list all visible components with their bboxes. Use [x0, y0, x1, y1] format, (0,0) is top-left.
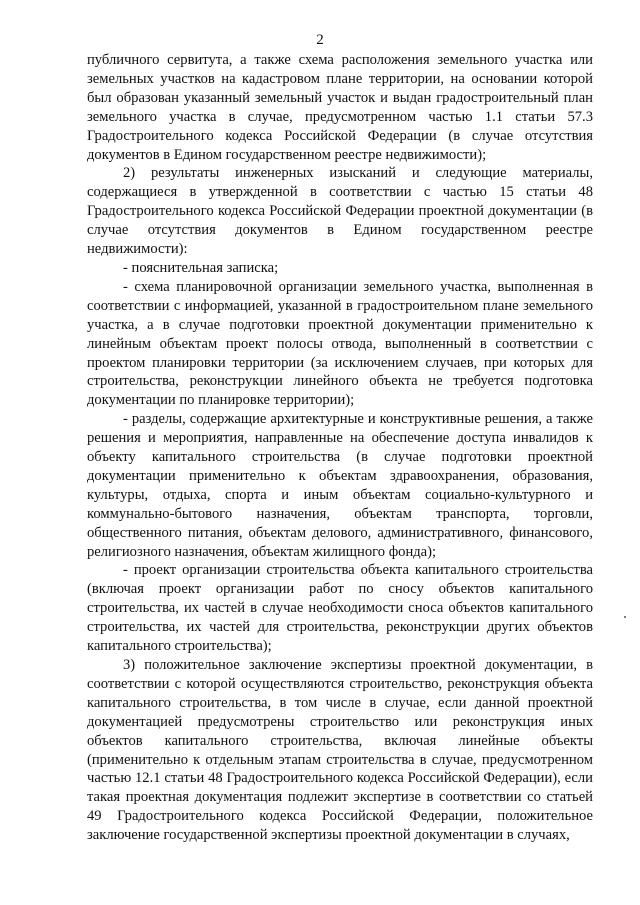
list-item-construction-organization: - проект организации строительства объекта капитального строительства (включая проект организации работ по сносу объектов капитального строительства, их частей в случае необходимости сноса объектов капитального строительства, их частей для строительства, реконструкции других объектов капитального строительства);	[87, 562, 593, 655]
scan-speck	[624, 616, 626, 618]
list-item-architectural-sections: - разделы, содержащие архитектурные и конструктивные решения, а также решения и мероприятия, направленные на обеспечение доступа инвалидов к объекту капитального строительства (в случае подготовки проектной документации применительно к объектам здравоохранения, образования, культуры, отдыха, спорта и иным объектам социально-культурного и коммунально-бытового назначения, объектам транспорта, торговли, общественного питания, объектам делового, административного, финансового, религиозного назначения, объектам жилищного фонда);	[87, 411, 593, 560]
document-body	[87, 51, 593, 845]
paragraph-item-2: 2) результаты инженерных изысканий и следующие материалы, содержащиеся в утвержденной в соответствии с частью 15 статьи 48 Градостроительного кодекса Российской Федерации проектной документации (в случае отсутствия документов в Едином государственном реестре недвижимости):	[87, 165, 593, 258]
paragraph-servitude-continuation: публичного сервитута, а также схема расположения земельного участка или земельных участков на кадастровом плане территории, на основании которой был образован указанный земельный участок и выдан градостроительный план земельного участка в случае, предусмотренном частью 1.1 статьи 57.3 Градостроительного кодекса Российской Федерации (в случае отсутствия документов в Едином государственном реестре недвижимости);	[87, 52, 593, 163]
list-item-site-plan-scheme: - схема планировочной организации земельного участка, выполненная в соответствии с информацией, указанной в градостроительном плане земельного участка, а в случае подготовки проектной документации применительно к линейным объектам проект полосы отвода, выполненный в соответствии с проектом планировки территории (за исключением случаев, при которых для строительства, реконструкции линейного объекта не требуется подготовка документации по планировке территории);	[87, 278, 593, 409]
list-item-explanatory-note: - пояснительная записка;	[123, 259, 279, 276]
page-number: 2	[316, 32, 324, 48]
paragraph-item-3: 3) положительное заключение экспертизы проектной документации, в соответствии с которой осуществляются строительство, реконструкция объекта капитального строительства, в том числе в случае, если данной проектной документацией предусмотрены строительство или реконструкция иных объектов капитального строительства, включая линейные объекты (применительно к отдельным этапам строительства в случае, предусмотренном частью 12.1 статьи 48 Градостроительного кодекса Российской Федерации), если такая проектная документация подлежит экспертизе в соответствии со статьей 49 Градостроительного кодекса Российской Федерации, положительное заключение государственной экспертизы проектной документации в случаях,	[87, 657, 593, 844]
